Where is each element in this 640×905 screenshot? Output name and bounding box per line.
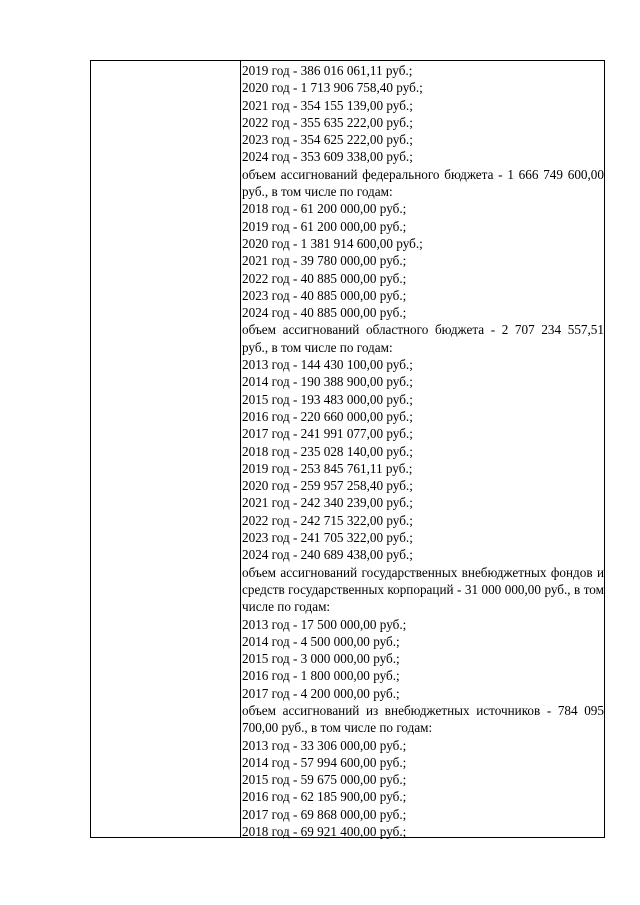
year-amount-line: 2019 год - 386 016 061,11 руб.; (242, 63, 413, 78)
year-amount-line: 2023 год - 40 885 000,00 руб.; (242, 287, 407, 303)
year-amount-line: 2017 год - 4 200 000,00 руб.; (242, 685, 400, 701)
year-amount-line: 2021 год - 39 780 000,00 руб.; (242, 253, 407, 269)
funding-paragraph: объем ассигнований государственных внебюджетных фондов и средств государственных корпораций - 31 000 000,00 руб., в том числе по годам: (242, 564, 604, 615)
year-amount-line: 2013 год - 33 306 000,00 руб.; (242, 737, 407, 753)
year-amount-line: 2024 год - 40 885 000,00 руб.; (242, 305, 407, 321)
year-amount-line: 2024 год - 240 689 438,00 руб.; (242, 547, 413, 563)
year-amount-line: 2022 год - 242 715 322,00 руб.; (242, 512, 413, 528)
year-amount-line: 2019 год - 61 200 000,00 руб.; (242, 218, 407, 234)
year-amount-line: 2023 год - 354 625 222,00 руб.; (242, 132, 413, 148)
year-amount-line: 2024 год - 353 609 338,00 руб.; (242, 149, 413, 165)
year-amount-line: 2022 год - 355 635 222,00 руб.; (242, 114, 413, 130)
year-amount-line: 2013 год - 144 430 100,00 руб.; (242, 357, 413, 373)
funding-paragraph: объем ассигнований федерального бюджета - 1 666 749 600,00 руб., в том числе по годам: (242, 166, 604, 200)
table-right-cell (242, 62, 604, 840)
funding-paragraph: объем ассигнований областного бюджета - 2 707 234 557,51 руб., в том числе по годам: (242, 322, 604, 355)
year-amount-line: 2015 год - 59 675 000,00 руб.; (242, 772, 407, 788)
table-left-cell (91, 61, 241, 837)
year-amount-line: 2013 год - 17 500 000,00 руб.; (242, 616, 407, 632)
year-amount-line: 2018 год - 61 200 000,00 руб.; (242, 201, 407, 217)
funding-table (90, 60, 605, 838)
year-amount-line: 2014 год - 190 388 900,00 руб.; (242, 374, 413, 390)
year-amount-line: 2014 год - 57 994 600,00 руб.; (242, 754, 407, 770)
year-amount-line: 2016 год - 62 185 900,00 руб.; (242, 789, 407, 805)
year-amount-line: 2020 год - 1 381 914 600,00 руб.; (242, 235, 423, 251)
year-amount-line: 2021 год - 242 340 239,00 руб.; (242, 495, 413, 511)
year-amount-line: 2015 год - 193 483 000,00 руб.; (242, 391, 413, 407)
year-amount-line: 2015 год - 3 000 000,00 руб.; (242, 651, 400, 667)
year-amount-line: 2018 год - 235 028 140,00 руб.; (242, 443, 413, 459)
year-amount-line: 2018 год - 69 921 400,00 руб.; (242, 824, 407, 840)
year-amount-line: 2022 год - 40 885 000,00 руб.; (242, 270, 407, 286)
year-amount-line: 2016 год - 220 660 000,00 руб.; (242, 408, 413, 424)
year-amount-line: 2020 год - 1 713 906 758,40 руб.; (242, 80, 423, 96)
year-amount-line: 2014 год - 4 500 000,00 руб.; (242, 633, 400, 649)
year-amount-line: 2023 год - 241 705 322,00 руб.; (242, 530, 413, 546)
funding-paragraph: объем ассигнований из внебюджетных источников - 784 095 700,00 руб., в том числе по годам: (242, 702, 604, 736)
year-amount-line: 2017 год - 241 991 077,00 руб.; (242, 426, 413, 442)
year-amount-line: 2019 год - 253 845 761,11 руб.; (242, 460, 413, 476)
year-amount-line: 2021 год - 354 155 139,00 руб.; (242, 97, 413, 113)
year-amount-line: 2016 год - 1 800 000,00 руб.; (242, 668, 400, 684)
year-amount-line: 2020 год - 259 957 258,40 руб.; (242, 478, 413, 494)
year-amount-line: 2017 год - 69 868 000,00 руб.; (242, 806, 407, 822)
